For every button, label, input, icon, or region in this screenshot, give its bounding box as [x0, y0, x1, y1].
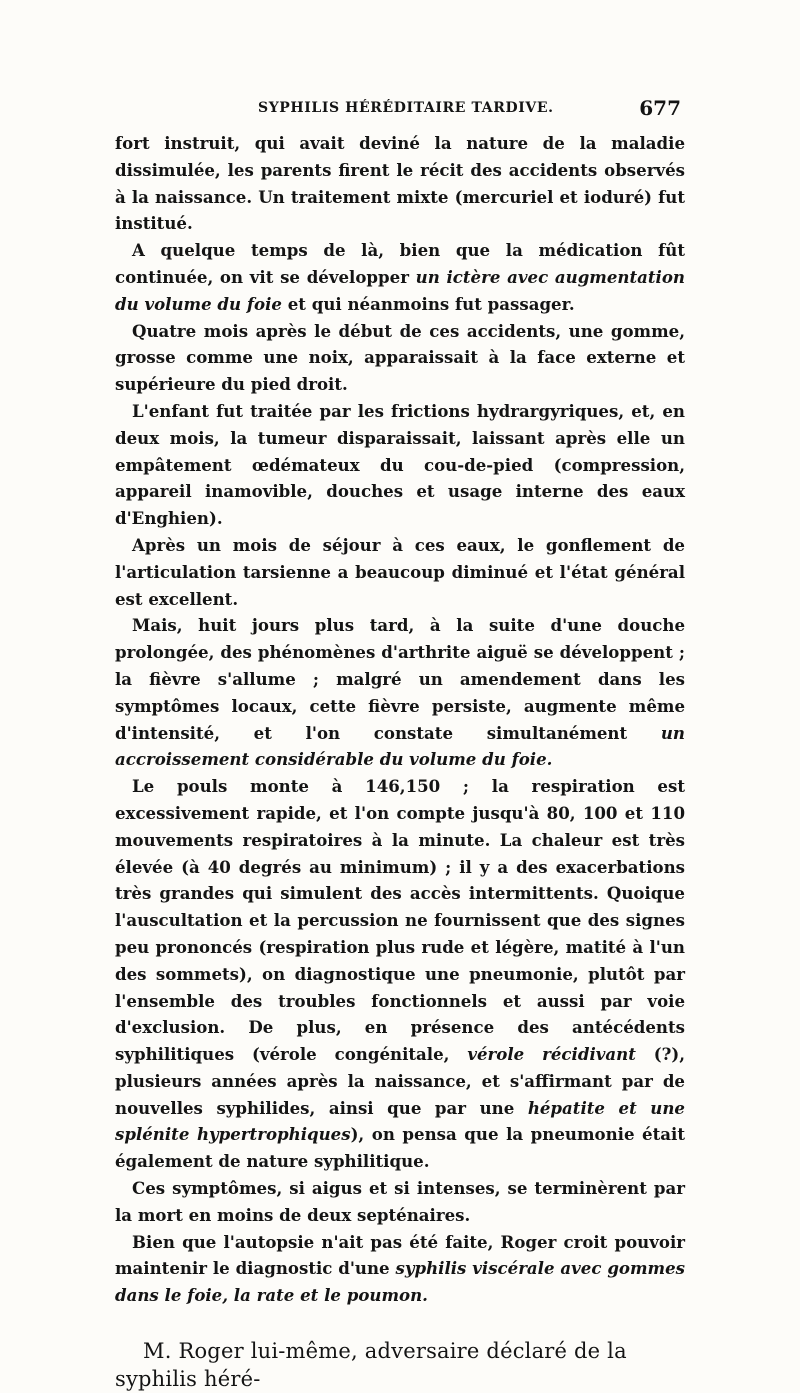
- italic-phrase: un ictère avec augmentation du volume du foie: [115, 266, 685, 314]
- paragraph-8: Ces symptômes, si aigus et si intenses, se terminèrent par la mort en moins de deux septénaires.: [115, 1178, 685, 1225]
- running-head: SYPHILIS HÉRÉDITAIRE TARDIVE.: [258, 100, 554, 116]
- paragraph-3: Quatre mois après le début de ces accidents, une gomme, grosse comme une noix, apparaissait à la face externe et supérieure du pied droit.: [115, 320, 685, 395]
- italic-phrase: un accroissement considérable du volume du foie.: [115, 722, 685, 770]
- paragraph-4: L'enfant fut traitée par les frictions hydrargyriques, et, en deux mois, la tumeur disparaissait, laissant après elle un empâtement œdémateux du cou-de-pied (compression, appareil inamovible, douches et usage interne des eaux d'Enghien).: [115, 400, 685, 529]
- book-page: [115, 96, 685, 1393]
- paragraph-5: Après un mois de séjour à ces eaux, le gonflement de l'articulation tarsienne a beaucoup diminué et l'état général est excellent.: [115, 534, 685, 609]
- italic-phrase: vérole récidivant: [467, 1044, 636, 1065]
- paragraph-2: A quelque temps de là, bien que la médication fût continuée, on vit se développer un ictère avec augmentation du volume du foie et qui néanmoins fut passager.: [115, 240, 685, 314]
- paragraph-6: Mais, huit jours plus tard, à la suite d'une douche prolongée, des phénomènes d'arthrite aiguë se développent ; la fièvre s'allume ; malgré un amendement dans les symptômes locaux, cette fièvre persiste, augmente même d'intensité, et l'on constate simultanément un accroissement considérable du volume du foie.: [115, 615, 685, 770]
- italic-phrase: hépatite et une splénite hypertrophiques: [115, 1097, 685, 1145]
- next-section-text: M. Roger lui-même, adversaire déclaré de la syphilis héré-: [115, 1339, 627, 1392]
- paragraph-9: Bien que l'autopsie n'ait pas été faite, Roger croit pouvoir maintenir le diagnostic d'une syphilis viscérale avec gommes dans le foie, la rate et le poumon.: [115, 1231, 685, 1306]
- page-number: 677: [639, 96, 681, 120]
- body-text: [115, 130, 685, 1309]
- paragraph-7: Le pouls monte à 146,150 ; la respiration est excessivement rapide, et l'on compte jusqu'à 80, 100 et 110 mouvements respiratoires à la minute. La chaleur est très élevée (à 40 degrés au minimum) ; il y a des exacerbations très grandes qui simulent des accès intermittents. Quoique l'auscultation et la percussion ne fournissent que des signes peu prononcés (respiration plus rude et légère, matité à l'un des sommets), on diagnostique une pneumonie, plutôt par l'ensemble des troubles fonctionnels et aussi par voie d'exclusion. De plus, en présence des antécédents syphilitiques (vérole congénitale, vérole récidivant (?), plusieurs années après la naissance, et s'affirmant par de nouvelles syphilides, ainsi que par une hépatite et une splénite hypertrophiques), on pensa que la pneumonie était également de nature syphilitique.: [115, 776, 686, 1172]
- paragraph-1: fort instruit, qui avait deviné la nature de la maladie dissimulée, les parents firent le récit des accidents observés à la naissance. Un traitement mixte (mercuriel et ioduré) fut institué.: [115, 133, 685, 234]
- italic-phrase: syphilis viscérale avec gommes dans le foie, la rate et le poumon.: [115, 1258, 685, 1306]
- page-header: [115, 96, 685, 130]
